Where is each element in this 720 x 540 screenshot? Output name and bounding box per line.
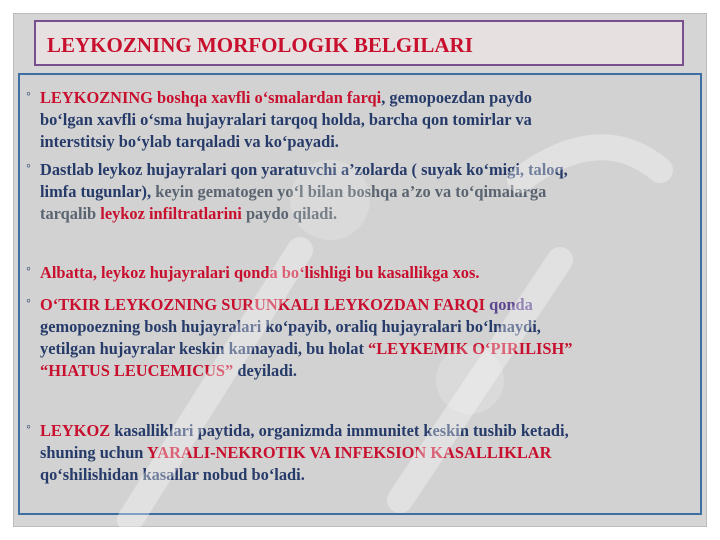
bullet-marker: ◦	[26, 420, 31, 435]
text-segment: shuning uchun	[40, 443, 147, 462]
text-segment: tarqalib	[40, 204, 101, 223]
bullet-marker: ◦	[26, 159, 31, 174]
bullet-item-3	[26, 262, 696, 284]
bullet-text	[40, 159, 696, 225]
text-segment: Dastlab leykoz hujayralari qon yaratuvchi a’zolarda ( suyak ko‘migi, taloq,	[40, 160, 568, 179]
bullet-text	[40, 294, 696, 382]
text-segment: bo‘lgan xavfli o‘sma hujayralari tarqoq holda, barcha qon tomirlar va	[40, 110, 532, 129]
slide-title: LEYKOZNING MORFOLOGIK BELGILARI	[47, 33, 473, 57]
text-segment: leykoz infiltratlarini	[100, 204, 242, 223]
text-segment: gemopoezning bosh hujayralari ko‘payib, oraliq hujayralari bo‘lmaydi,	[40, 317, 541, 336]
text-segment: yetilgan hujayralar keskin kamayadi, bu holat	[40, 339, 369, 358]
bullet-marker: ◦	[26, 87, 31, 102]
bullet-marker: ◦	[26, 294, 31, 309]
bullet-marker: ◦	[26, 262, 31, 277]
text-segment: interstitsiy bo‘ylab tarqaladi va ko‘payadi.	[40, 132, 339, 151]
text-segment: YARALI-NEKROTIK VA INFEKSION KASALLIKLAR	[146, 443, 552, 462]
text-segment: qo‘shilishidan kasallar nobud bo‘ladi.	[40, 465, 305, 484]
text-segment: limfa tugunlar),	[40, 182, 156, 201]
text-segment: qonda	[485, 295, 533, 314]
title-box	[34, 20, 684, 66]
text-segment: “HIATUS LEUCEMICUS”	[40, 361, 234, 380]
text-segment: kasalliklari paytida, organizmda immunitet keskin tushib ketadi,	[110, 421, 569, 440]
text-segment: paydo qiladi.	[241, 204, 338, 223]
text-segment: , gemopoezdan paydo	[381, 88, 532, 107]
bullet-text	[40, 262, 696, 284]
content-box	[18, 73, 702, 515]
text-segment: LEYKOZ	[40, 421, 111, 440]
bullet-item-1	[26, 87, 696, 153]
text-segment: LEYKOZNING boshqa xavfli o‘smalardan farqi	[40, 88, 382, 107]
bullet-text	[40, 87, 696, 153]
text-segment: keyin gematogen yo‘l bilan boshqa a’zo va to‘qimalarga	[155, 182, 547, 201]
text-segment: O‘TKIR LEYKOZNING SURUNKALI LEYKOZDAN FARQI	[40, 295, 486, 314]
bullet-item-2	[26, 159, 696, 225]
text-segment: Albatta, leykoz hujayralari qonda bo‘lishligi bu kasallikga xos.	[40, 263, 480, 282]
bullet-item-4	[26, 294, 696, 382]
bullet-text	[40, 420, 696, 486]
bullet-item-5	[26, 420, 696, 486]
text-segment: “LEYKEMIK O‘PIRILISH”	[368, 339, 573, 358]
text-segment: deyiladi.	[233, 361, 297, 380]
